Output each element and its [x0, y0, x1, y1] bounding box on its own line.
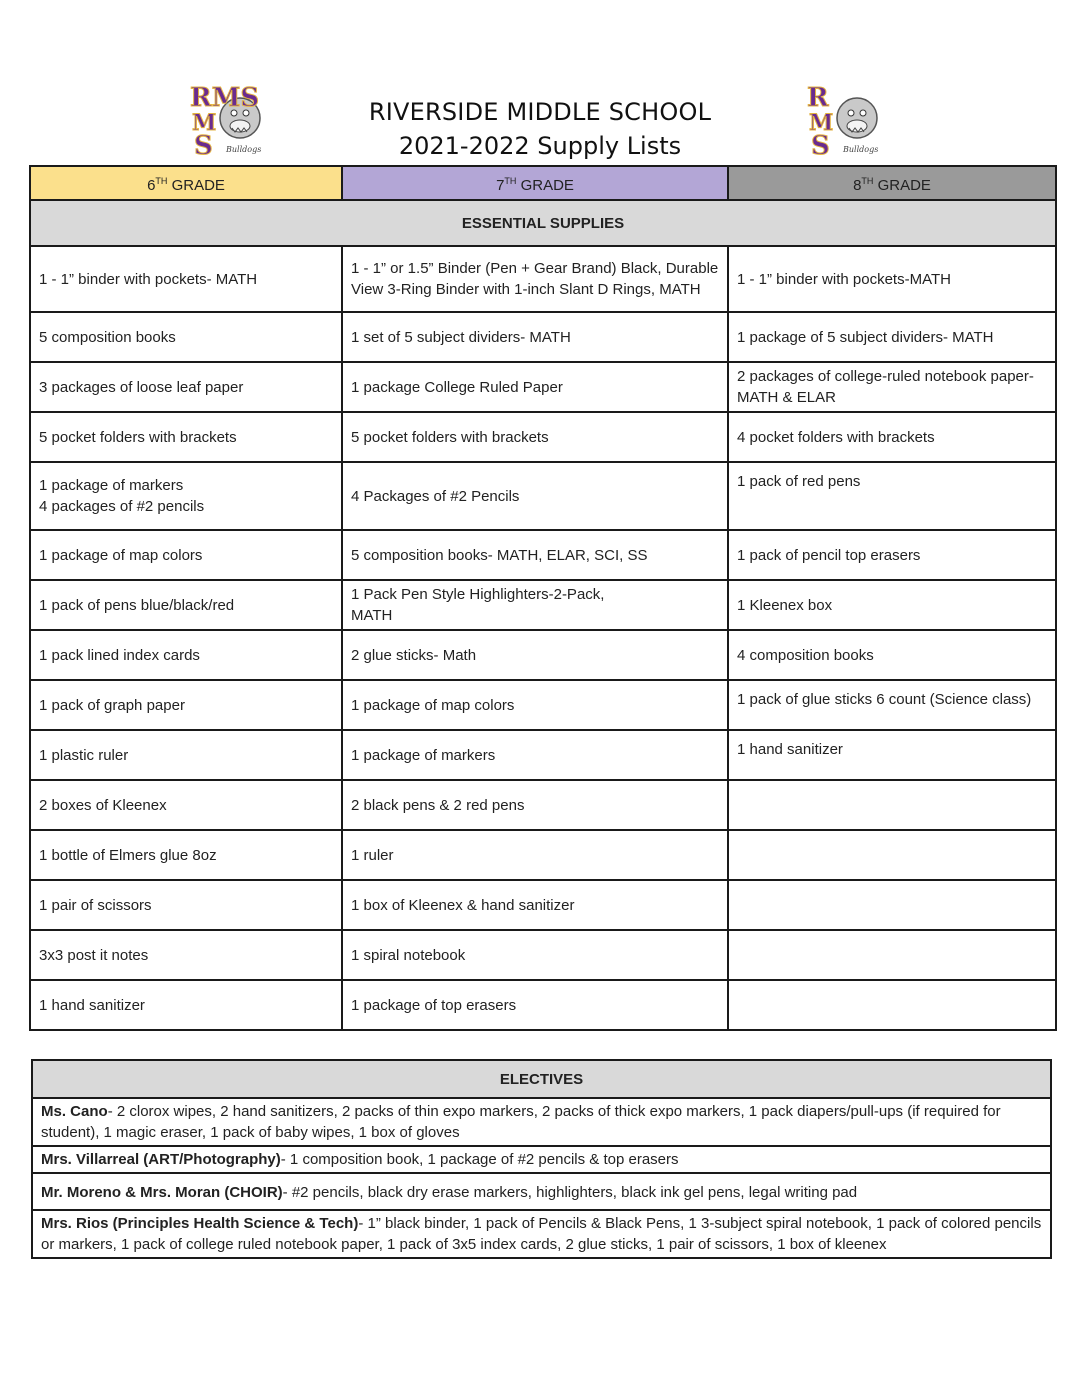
supply-item-grade-7: 1 spiral notebook: [342, 930, 728, 980]
supply-table: [29, 165, 1057, 1031]
svg-text:R: R: [807, 83, 829, 113]
supply-item-grade-8: 4 composition books: [728, 630, 1056, 680]
supply-item-grade-6: 3 packages of loose leaf paper: [30, 362, 342, 412]
supply-item-grade-8: 1 - 1” binder with pockets-MATH: [728, 246, 1056, 312]
elective-row: [32, 1210, 1051, 1258]
page-title: 2021-2022 Supply Lists: [398, 132, 682, 160]
table-row: [30, 630, 1056, 680]
supply-item-grade-8: 1 pack of pencil top erasers: [728, 530, 1056, 580]
essential-supplies-row: [30, 200, 1056, 246]
table-row: [30, 312, 1056, 362]
grade-8-header: 8TH GRADE: [728, 166, 1056, 200]
table-row: [30, 930, 1056, 980]
supply-item-grade-6: 1 hand sanitizer: [30, 980, 342, 1030]
electives-heading: ELECTIVES: [32, 1060, 1051, 1098]
table-row: [30, 780, 1056, 830]
table-row: [30, 980, 1056, 1030]
elective-row: [32, 1173, 1051, 1210]
supply-item-grade-6: 1 package of markers 4 packages of #2 pencils: [30, 462, 342, 530]
supply-item-grade-7: 1 package of top erasers: [342, 980, 728, 1030]
elective-row: [32, 1098, 1051, 1146]
supply-item-grade-8: 1 pack of glue sticks 6 count (Science class): [728, 680, 1056, 730]
school-name: RIVERSIDE MIDDLE SCHOOL: [368, 98, 712, 126]
elective-supplies: - #2 pencils, black dry erase markers, highlighters, black ink gel pens, legal writing pad: [282, 1184, 858, 1201]
supply-item-grade-8: 1 Kleenex box: [728, 580, 1056, 630]
supply-item-grade-8: 4 pocket folders with brackets: [728, 412, 1056, 462]
grade-header-row: [30, 166, 1056, 200]
supply-item-grade-8: [728, 780, 1056, 830]
table-row: [30, 362, 1056, 412]
supply-item-grade-7: 4 Packages of #2 Pencils: [342, 462, 728, 530]
svg-text:S: S: [194, 131, 213, 160]
table-row: [30, 246, 1056, 312]
supply-item-grade-8: 2 packages of college-ruled notebook paper- MATH & ELAR: [728, 362, 1056, 412]
supply-item-grade-6: 3x3 post it notes: [30, 930, 342, 980]
supply-item-grade-6: 1 plastic ruler: [30, 730, 342, 780]
supply-item-grade-6: 1 - 1” binder with pockets- MATH: [30, 246, 342, 312]
elective-supplies: - 1” black binder, 1 pack of Pencils & Black Pens, 1 3-subject spiral notebook, 1 pack of colored pencils or markers, 1 pack of college ruled notebook paper, 1 pack of 3x5 index cards, 2 glue sticks, 1 pair of scissors, 1 box of kleenex: [41, 1215, 1042, 1253]
supply-item-grade-7: 1 package College Ruled Paper: [342, 362, 728, 412]
supply-item-grade-6: 5 composition books: [30, 312, 342, 362]
teacher-name: Mr. Moreno & Mrs. Moran (CHOIR): [41, 1184, 283, 1201]
elective-item: [32, 1146, 1051, 1173]
supply-item-line2: MATH: [351, 607, 393, 624]
grade-6-header: 6TH GRADE: [30, 166, 342, 200]
elective-item: [32, 1098, 1051, 1146]
electives-table: [31, 1059, 1052, 1259]
elective-supplies: - 2 clorox wipes, 2 hand sanitizers, 2 packs of thin expo markers, 2 packs of thick expo markers, 1 pack diapers/pull-ups (if required for student), 1 magic eraser, 1 pack of baby wipes, 1 box of gloves: [41, 1103, 1001, 1141]
supply-item-grade-6: 1 pack lined index cards: [30, 630, 342, 680]
teacher-name: Mrs. Rios (Principles Health Science & Tech): [41, 1215, 359, 1232]
table-row: [30, 830, 1056, 880]
elective-item: [32, 1210, 1051, 1258]
supply-item-grade-7: 2 glue sticks- Math: [342, 630, 728, 680]
table-row: [30, 730, 1056, 780]
logo-letter-r: RMS: [190, 83, 260, 113]
svg-text:M: M: [192, 110, 217, 136]
supply-item-grade-7: 2 black pens & 2 red pens: [342, 780, 728, 830]
page-header: [0, 78, 1080, 164]
supply-item-grade-7: 5 pocket folders with brackets: [342, 412, 728, 462]
grade-7-header: 7TH GRADE: [342, 166, 728, 200]
supply-item-grade-6: 1 package of map colors: [30, 530, 342, 580]
elective-item: [32, 1173, 1051, 1210]
table-row: [30, 412, 1056, 462]
svg-text:Bulldogs: Bulldogs: [843, 145, 879, 154]
supply-item-grade-8: [728, 980, 1056, 1030]
supply-item-grade-6: 2 boxes of Kleenex: [30, 780, 342, 830]
supply-item-grade-7: 1 - 1” or 1.5” Binder (Pen + Gear Brand) Black, Durable View 3-Ring Binder with 1-inch Slant D Rings, MATH: [342, 246, 728, 312]
supply-item-grade-7: 1 Pack Pen Style Highlighters-2-Pack, MATH: [342, 580, 728, 630]
supply-item-grade-8: [728, 880, 1056, 930]
supply-item-grade-6: 5 pocket folders with brackets: [30, 412, 342, 462]
supply-item-grade-7: 1 set of 5 subject dividers- MATH: [342, 312, 728, 362]
supply-item-grade-7: 1 ruler: [342, 830, 728, 880]
table-row: [30, 530, 1056, 580]
supply-item-grade-8: 1 package of 5 subject dividers- MATH: [728, 312, 1056, 362]
supply-item-grade-6: 1 bottle of Elmers glue 8oz: [30, 830, 342, 880]
supply-item-grade-8: 1 pack of red pens: [728, 462, 1056, 530]
bulldog-logo-icon: [186, 80, 266, 160]
supply-item-grade-7: 5 composition books- MATH, ELAR, SCI, SS: [342, 530, 728, 580]
supply-item-grade-6: 1 pack of pens blue/black/red: [30, 580, 342, 630]
svg-text:M: M: [809, 110, 834, 136]
elective-row: [32, 1146, 1051, 1173]
supply-item-grade-6: 1 pair of scissors: [30, 880, 342, 930]
supply-item-grade-7: 1 package of map colors: [342, 680, 728, 730]
teacher-name: Ms. Cano: [41, 1103, 108, 1120]
svg-text:S: S: [811, 131, 830, 160]
table-row: [30, 880, 1056, 930]
teacher-name: Mrs. Villarreal (ART/Photography): [41, 1151, 281, 1168]
supply-item-line2: 4 packages of #2 pencils: [39, 498, 205, 515]
supply-item-grade-7: 1 package of markers: [342, 730, 728, 780]
supply-item-grade-8: [728, 930, 1056, 980]
bulldog-logo-icon: [803, 80, 883, 160]
supply-item-grade-7: 1 box of Kleenex & hand sanitizer: [342, 880, 728, 930]
elective-supplies: - 1 composition book, 1 package of #2 pencils & top erasers: [280, 1151, 679, 1168]
table-row: [30, 580, 1056, 630]
essential-supplies-heading: ESSENTIAL SUPPLIES: [30, 200, 1056, 246]
table-row: [30, 680, 1056, 730]
supply-item-grade-8: [728, 830, 1056, 880]
table-row: [30, 462, 1056, 530]
svg-text:Bulldogs: Bulldogs: [226, 145, 262, 154]
supply-item-grade-8: 1 hand sanitizer: [728, 730, 1056, 780]
supply-item-grade-6: 1 pack of graph paper: [30, 680, 342, 730]
